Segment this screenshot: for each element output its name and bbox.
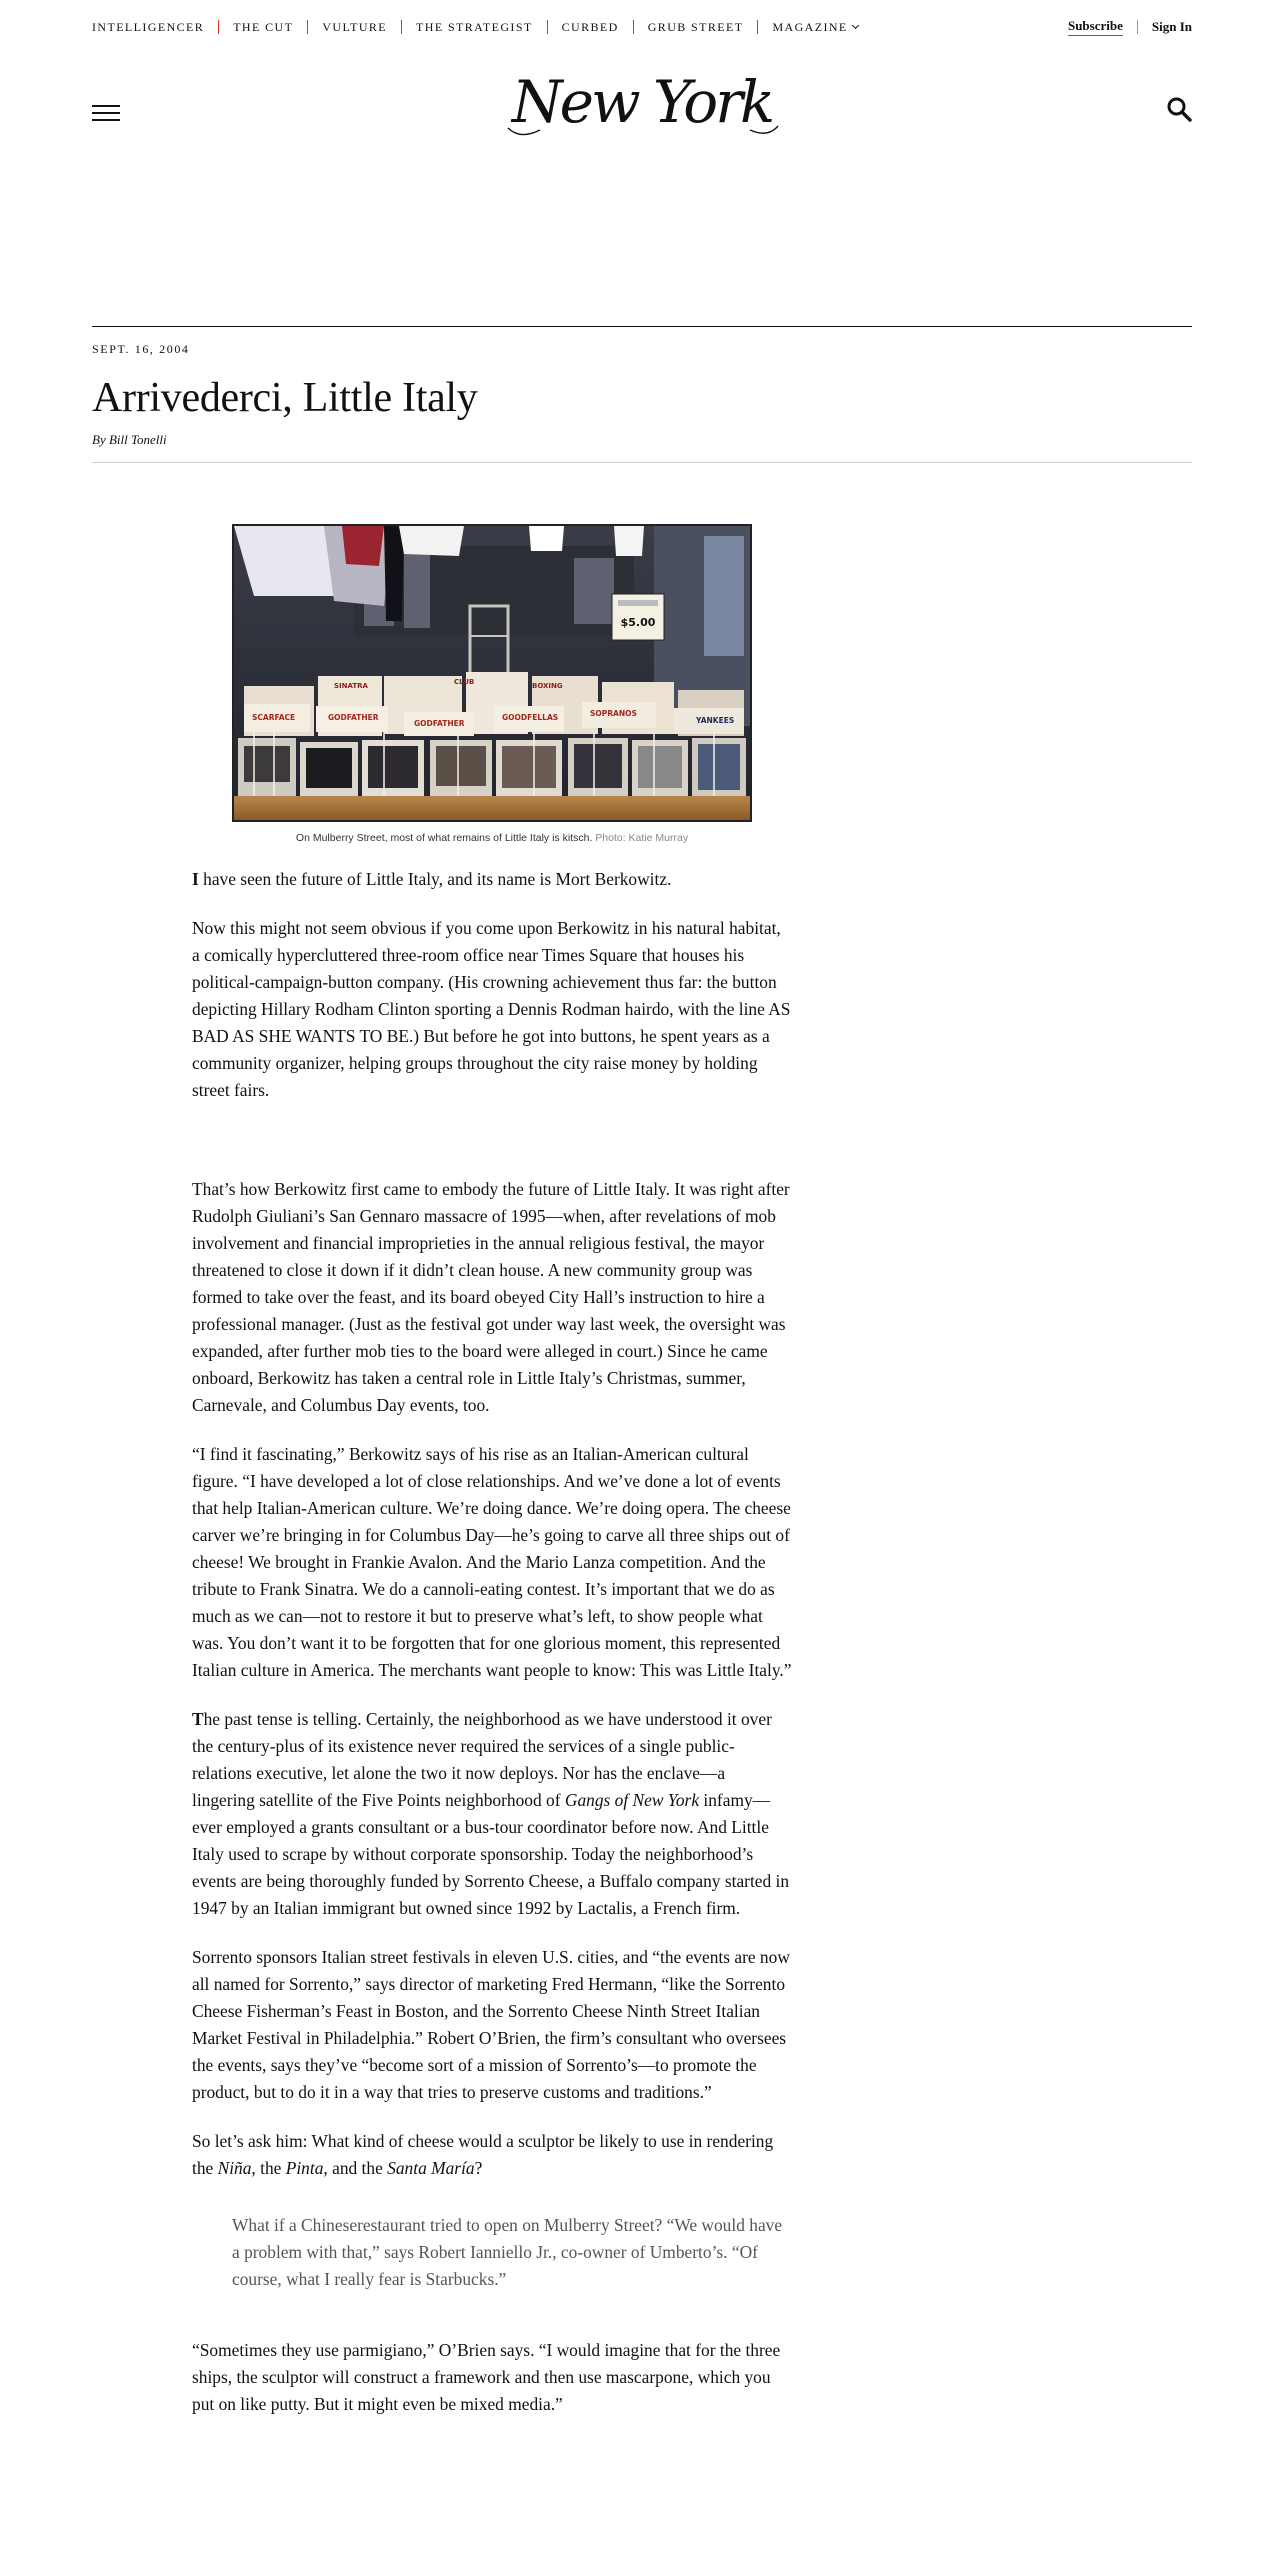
film-title: Gangs of New York — [564, 1790, 700, 1810]
nav-link-curbed[interactable]: CURBED — [547, 20, 633, 34]
paragraph-3: That’s how Berkowitz first came to embody the future of Little Italy. It was right after Rudolph Giuliani’s San Gennaro massacre of 1995—when, after revelations of mob involvement and financial improprieties in the annual religious festival, the mayor threatened to close it down if it didn’t clean house. A new community group was formed to take over the feast, and its board obeyed City Hall’s instruction to hire a professional manager. (Just as the festival got under way last week, the oversight was expanded, after further mob ties to the board were alleged in court.) Since he came onboard, Berkowitz has taken a central role in Little Italy’s Christmas, summer, Carnevale, and Columbus Day events, too. — [192, 1179, 790, 1415]
card-label-boxing: BOXING — [532, 682, 563, 690]
nav-link-the-cut[interactable]: THE CUT — [218, 20, 307, 34]
paragraph-5 — [192, 1706, 792, 1922]
paragraph-1-text: have seen the future of Little Italy, and its name is Mort Berkowitz. — [198, 869, 672, 889]
paragraph-7-text-c: , and the — [323, 2158, 388, 2178]
card-label-yankees: YANKEES — [696, 716, 735, 725]
paragraph-5-text-a: he past tense is telling. Certainly, the neighborhood as we have understood it over the century-plus of its existence never required the services of a single public-relations executive, let alone the two it now deploys. Nor has the enclave—a lingering satellite of the Five Points neighborhood of — [192, 1709, 772, 1810]
paragraph-7 — [192, 2128, 792, 2182]
ship-name-santa-maria: Santa María — [387, 2158, 475, 2178]
paragraph-6: Sorrento sponsors Italian street festivals in eleven U.S. cities, and “the events are now all named for Sorrento,” says director of marketing Fred Hermann, “like the Sorrento Cheese Fisherman’s Feast in Boston, and the Sorrento Cheese Ninth Street Italian Market Festival in Philadelphia.” Robert O’Brien, the firm’s consultant who oversees the events, says they’ve “become sort of a mission of Sorrento’s—to promote the product, but to do it in a way that tries to preserve customs and traditions.” — [192, 1947, 790, 2102]
lead-letter: I — [192, 869, 199, 889]
nav-link-vulture[interactable]: VULTURE — [307, 20, 401, 34]
byline-prefix: By — [92, 432, 106, 447]
card-label-sopranos: SOPRANOS — [590, 709, 637, 718]
chevron-down-icon — [852, 22, 859, 29]
card-label-scarface: SCARFACE — [252, 713, 296, 722]
paragraph-5-text-b: infamy—ever employed a grants consultant or a bus-tour coordinator before now. And Little Italy used to scrape by without corporate sponsorship. Today the neighborhood’s events are being thoroughly funded by Sorrento Cheese, a Buffalo company started in 1947 by an Italian immigrant but owned since 1992 by Lactalis, a French firm. — [192, 1790, 790, 1918]
paragraph-4: “I find it fascinating,” Berkowitz says of his rise as an Italian-American cultural figure. “I have developed a lot of close relationships. And we’ve done a lot of events that help Italian-American culture. We’re doing dance. We’re doing opera. The cheese carver we’re bringing in for Columbus Day—he’s going to carve all three ships out of cheese! We brought in Frankie Avalon. And the Mario Lanza competition. And the tribute to Frank Sinatra. We do a cannoli-eating contest. It’s important that we do as much as we can—not to restore it but to preserve what’s left, to show people what was. You don’t want it to be forgotten that for one glorious moment, this represented Italian culture in America. The merchants want people to know: This was Little Italy.” — [192, 1444, 792, 1680]
caption-text: On Mulberry Street, most of what remains of Little Italy is kitsch. — [295, 832, 593, 844]
card-label-club: CLUB — [454, 678, 475, 686]
article-body — [192, 866, 792, 2440]
card-label-godfather-2: GODFATHER — [414, 719, 465, 728]
photo-caption — [232, 832, 752, 844]
lead-letter: T — [192, 1709, 204, 1729]
paragraph-1 — [192, 866, 792, 893]
card-label-sinatra: SINATRA — [334, 682, 368, 690]
sign-in-link[interactable]: Sign In — [1151, 19, 1192, 34]
hamburger-menu-icon[interactable] — [92, 105, 120, 121]
photo-credit: Photo: Katie Murray — [595, 832, 689, 844]
nav-link-magazine-label: MAGAZINE — [772, 20, 848, 34]
price-sign: $5.00 — [620, 616, 656, 629]
nav-link-grub-street[interactable]: GRUB STREET — [633, 20, 758, 34]
headline-rule — [92, 462, 1192, 463]
pull-quote: What if a Chineserestaurant tried to open on Mulberry Street? “We would have a problem with that,” says Robert Ianniello Jr., co-owner of Umberto’s. “Of course, what I really fear is Starbucks.” — [232, 2215, 783, 2289]
paragraph-7-text-d: ? — [474, 2158, 483, 2178]
author-link[interactable]: Bill Tonelli — [108, 432, 167, 447]
nav-link-magazine[interactable] — [757, 20, 871, 34]
storefront-illustration — [234, 526, 750, 820]
account-divider — [1137, 20, 1138, 34]
ship-name-pinta: Pinta — [285, 2158, 324, 2178]
nav-link-intelligencer[interactable]: INTELLIGENCER — [92, 20, 205, 34]
ship-name-nina: Niña — [217, 2158, 252, 2178]
subscribe-link[interactable]: Subscribe — [1068, 18, 1123, 36]
search-icon[interactable] — [1166, 96, 1192, 122]
new-york-logo[interactable] — [500, 70, 784, 142]
paragraph-7-text-b: , the — [251, 2158, 286, 2178]
paragraph-2: Now this might not seem obvious if you come upon Berkowitz in his natural habitat, a comically hypercluttered three-room office near Times Square that houses his political-campaign-button company. (His crowning achievement thus far: the button depicting Hillary Rodham Clinton sporting a Dennis Rodman hairdo, with the line AS BAD AS SHE WANTS TO BE.) But before he got into buttons, he spent years as a community organizer, helping groups throughout the city raise money by holding street fairs. — [192, 918, 791, 1100]
article-date: SEPT. 16, 2004 — [92, 342, 190, 356]
paragraph-7-text-a: So let’s ask him: What kind of cheese would a sculptor be likely to use in rendering the — [192, 2131, 774, 2178]
nav-link-the-strategist[interactable]: THE STRATEGIST — [401, 20, 547, 34]
header-rule — [92, 326, 1192, 327]
byline — [92, 432, 167, 448]
article-headline: Arrivederci, Little Italy — [92, 375, 478, 421]
account-links — [1068, 18, 1192, 36]
network-nav — [92, 20, 872, 34]
paragraph-8: “Sometimes they use parmigiano,” O’Brien says. “I would imagine that for the three ships, the sculptor will construct a framework and then use mascarpone, which you put on like putty. But it might even be mixed media.” — [192, 2340, 781, 2414]
card-label-goodfellas: GOODFELLAS — [502, 713, 559, 722]
card-label-godfather-1: GODFATHER — [328, 713, 379, 722]
article-photo — [232, 524, 752, 822]
logo-wordmark: New York — [511, 70, 773, 136]
